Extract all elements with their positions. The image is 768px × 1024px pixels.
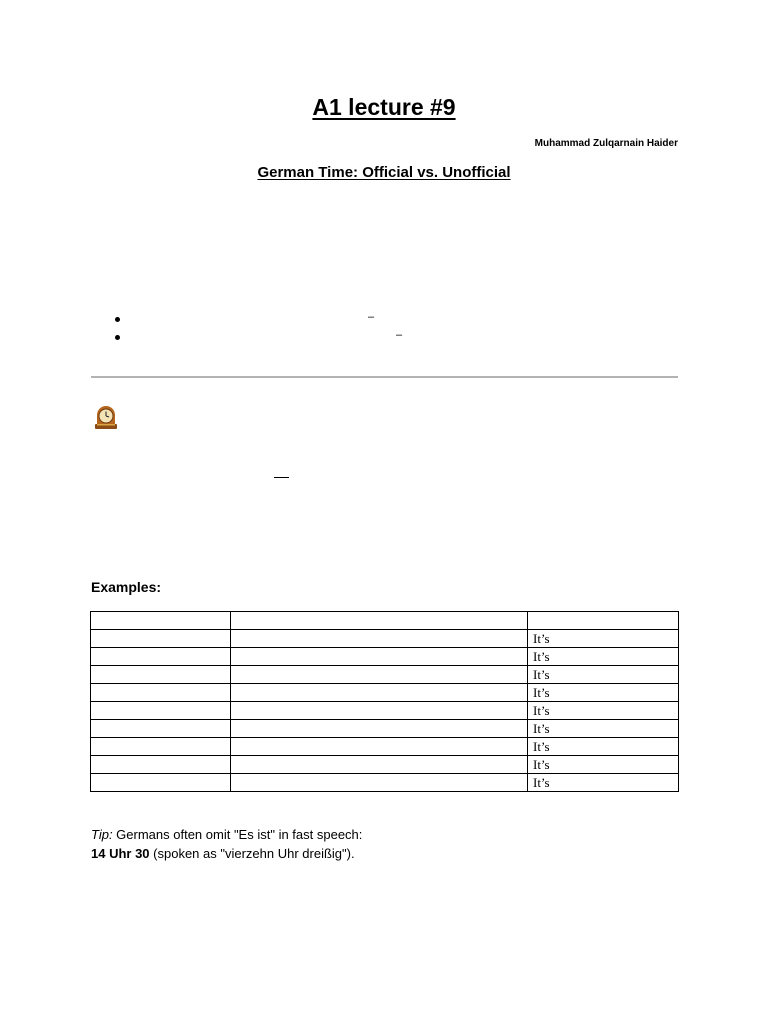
table-row (91, 666, 679, 684)
table-cell: It’s (528, 630, 679, 648)
table-row (91, 756, 679, 774)
mantelpiece-clock-icon (92, 404, 120, 430)
em-dash-mark (274, 477, 289, 478)
table-cell (528, 612, 679, 630)
table-cell (91, 648, 231, 666)
table-row (91, 738, 679, 756)
table-cell (91, 720, 231, 738)
table-cell (231, 684, 528, 702)
list-bullet (115, 335, 120, 340)
list-dash: – (396, 329, 403, 341)
table-row (91, 684, 679, 702)
horizontal-divider (91, 376, 678, 378)
table-cell (231, 720, 528, 738)
table-cell: It’s (528, 756, 679, 774)
tip-example (91, 846, 355, 861)
table-cell (231, 756, 528, 774)
examples-heading: Examples: (91, 579, 162, 595)
list-bullet (115, 317, 120, 322)
table-row (91, 720, 679, 738)
table-cell: It’s (528, 684, 679, 702)
table-cell (231, 774, 528, 792)
table-row (91, 648, 679, 666)
examples-table (90, 611, 679, 792)
table-cell (91, 666, 231, 684)
table-row (91, 702, 679, 720)
tip-example-bold: 14 Uhr 30 (91, 846, 150, 861)
tip-label: Tip: (91, 827, 113, 842)
table-cell: It’s (528, 702, 679, 720)
table-cell (231, 702, 528, 720)
table-cell (91, 684, 231, 702)
table-cell (231, 666, 528, 684)
table-cell (91, 702, 231, 720)
table-cell (231, 612, 528, 630)
author-name: Muhammad Zulqarnain Haider (534, 138, 678, 149)
table-cell (91, 630, 231, 648)
list-dash: – (368, 311, 375, 323)
table-cell (91, 774, 231, 792)
table-cell (231, 648, 528, 666)
table-cell: It’s (528, 720, 679, 738)
tip-text: Germans often omit "Es ist" in fast speech: (112, 827, 363, 842)
table-cell: It’s (528, 774, 679, 792)
table-header-row (91, 612, 679, 630)
document-title: A1 lecture #9 (312, 94, 456, 120)
table-cell: It’s (528, 738, 679, 756)
table-cell (91, 738, 231, 756)
table-cell (91, 756, 231, 774)
tip-example-rest: (spoken as "vierzehn Uhr dreißig"). (149, 846, 355, 861)
table-row (91, 774, 679, 792)
tip-line (91, 827, 362, 842)
table-cell (231, 630, 528, 648)
table-cell (91, 612, 231, 630)
table-cell: It’s (528, 666, 679, 684)
table-cell (231, 738, 528, 756)
table-row (91, 630, 679, 648)
table-cell: It’s (528, 648, 679, 666)
section-subtitle: German Time: Official vs. Unofficial (257, 164, 511, 181)
